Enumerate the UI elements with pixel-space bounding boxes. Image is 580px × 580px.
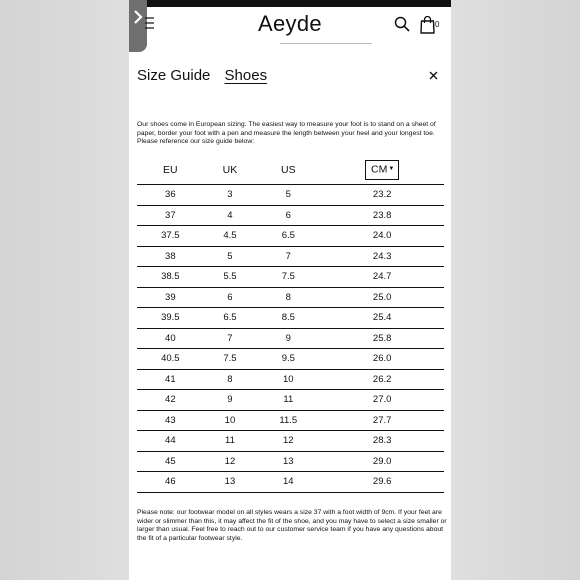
size-cell-uk: 12	[204, 451, 257, 472]
size-guide-header	[137, 67, 267, 84]
size-cell-eu: 36	[137, 185, 204, 206]
unit-select-value: CM	[371, 163, 388, 176]
table-row	[137, 308, 444, 329]
size-cell-us: 11	[256, 390, 320, 411]
size-cell-eu: 40.5	[137, 349, 204, 370]
size-cell-us: 11.5	[256, 410, 320, 431]
size-cell-uk: 13	[204, 472, 257, 493]
size-cell-eu: 38	[137, 246, 204, 267]
unit-select[interactable]	[365, 160, 399, 179]
fit-note: Please note: our footwear model on all styles wears a size 37 with a foot width of 9cm. If your feet are wider or slimmer than this, it may affect the fit of the shoe, and you may have to select a size smaller or larger than usual. Feel free to reach out to our customer service team if you have any questions about the fit of a particular footwear style.	[137, 509, 447, 542]
size-cell-uk: 5	[204, 246, 257, 267]
search-icon[interactable]	[394, 16, 410, 32]
size-cell-eu: 37	[137, 205, 204, 226]
page-title: Size Guide	[137, 67, 211, 84]
size-cell-us: 13	[256, 451, 320, 472]
size-cell-cm: 27.7	[320, 410, 444, 431]
size-cell-cm: 25.0	[320, 287, 444, 308]
size-cell-eu: 45	[137, 451, 204, 472]
table-row	[137, 410, 444, 431]
table-row	[137, 369, 444, 390]
size-cell-uk: 6.5	[204, 308, 257, 329]
table-header-row	[137, 156, 444, 185]
hamburger-icon[interactable]	[145, 16, 154, 30]
size-cell-eu: 42	[137, 390, 204, 411]
table-row	[137, 246, 444, 267]
size-cell-cm: 29.6	[320, 472, 444, 493]
size-cell-us: 9	[256, 328, 320, 349]
column-header-uk: UK	[204, 156, 257, 185]
table-row	[137, 267, 444, 288]
size-cell-uk: 5.5	[204, 267, 257, 288]
size-cell-eu: 39.5	[137, 308, 204, 329]
size-cell-cm: 29.0	[320, 451, 444, 472]
table-row	[137, 472, 444, 493]
size-cell-us: 5	[256, 185, 320, 206]
size-cell-uk: 7	[204, 328, 257, 349]
intro-text: Our shoes come in European sizing. The easiest way to measure your foot is to stand on a sheet of paper, border your foot with a pen and measure the length between your heel and your longest toe. Please reference our size guide below:	[137, 121, 436, 146]
tab-shoes[interactable]: Shoes	[224, 67, 268, 84]
brand-logo[interactable]: Aeyde	[258, 11, 322, 36]
size-cell-uk: 8	[204, 369, 257, 390]
size-cell-us: 12	[256, 431, 320, 452]
size-cell-cm: 26.0	[320, 349, 444, 370]
size-cell-us: 6.5	[256, 226, 320, 247]
status-bar	[129, 0, 451, 7]
table-row	[137, 205, 444, 226]
size-cell-us: 8.5	[256, 308, 320, 329]
size-cell-eu: 43	[137, 410, 204, 431]
size-cell-us: 7.5	[256, 267, 320, 288]
size-cell-eu: 38.5	[137, 267, 204, 288]
size-cell-cm: 26.2	[320, 369, 444, 390]
size-cell-eu: 44	[137, 431, 204, 452]
size-cell-uk: 9	[204, 390, 257, 411]
table-row	[137, 185, 444, 206]
size-cell-cm: 23.2	[320, 185, 444, 206]
size-cell-uk: 10	[204, 410, 257, 431]
chevron-right-icon	[133, 9, 143, 25]
size-cell-eu: 41	[137, 369, 204, 390]
size-cell-cm: 28.3	[320, 431, 444, 452]
size-cell-uk: 11	[204, 431, 257, 452]
size-cell-uk: 4	[204, 205, 257, 226]
column-header-eu: EU	[137, 156, 204, 185]
size-cell-cm: 25.8	[320, 328, 444, 349]
size-cell-us: 8	[256, 287, 320, 308]
size-table	[137, 156, 444, 493]
size-cell-cm: 24.0	[320, 226, 444, 247]
table-row	[137, 287, 444, 308]
size-cell-cm: 27.0	[320, 390, 444, 411]
size-cell-uk: 6	[204, 287, 257, 308]
size-cell-cm: 23.8	[320, 205, 444, 226]
size-cell-uk: 4.5	[204, 226, 257, 247]
table-row	[137, 390, 444, 411]
size-cell-cm: 24.7	[320, 267, 444, 288]
size-cell-cm: 24.3	[320, 246, 444, 267]
size-cell-us: 10	[256, 369, 320, 390]
phone-screen	[129, 0, 451, 580]
size-cell-us: 7	[256, 246, 320, 267]
size-cell-eu: 37.5	[137, 226, 204, 247]
cart-count-badge: 0	[435, 20, 440, 29]
table-row	[137, 431, 444, 452]
size-cell-cm: 25.4	[320, 308, 444, 329]
table-row	[137, 328, 444, 349]
size-cell-us: 14	[256, 472, 320, 493]
table-row	[137, 349, 444, 370]
size-cell-uk: 3	[204, 185, 257, 206]
column-header-us: US	[256, 156, 320, 185]
close-icon[interactable]	[429, 71, 438, 80]
size-cell-us: 9.5	[256, 349, 320, 370]
brand-divider	[280, 43, 372, 44]
size-cell-eu: 40	[137, 328, 204, 349]
size-cell-eu: 39	[137, 287, 204, 308]
size-cell-uk: 7.5	[204, 349, 257, 370]
column-header-unit	[320, 156, 444, 185]
table-row	[137, 451, 444, 472]
shopping-bag-icon[interactable]	[420, 15, 435, 34]
caret-down-icon: ▼	[388, 166, 395, 173]
size-cell-eu: 46	[137, 472, 204, 493]
table-row	[137, 226, 444, 247]
size-cell-us: 6	[256, 205, 320, 226]
